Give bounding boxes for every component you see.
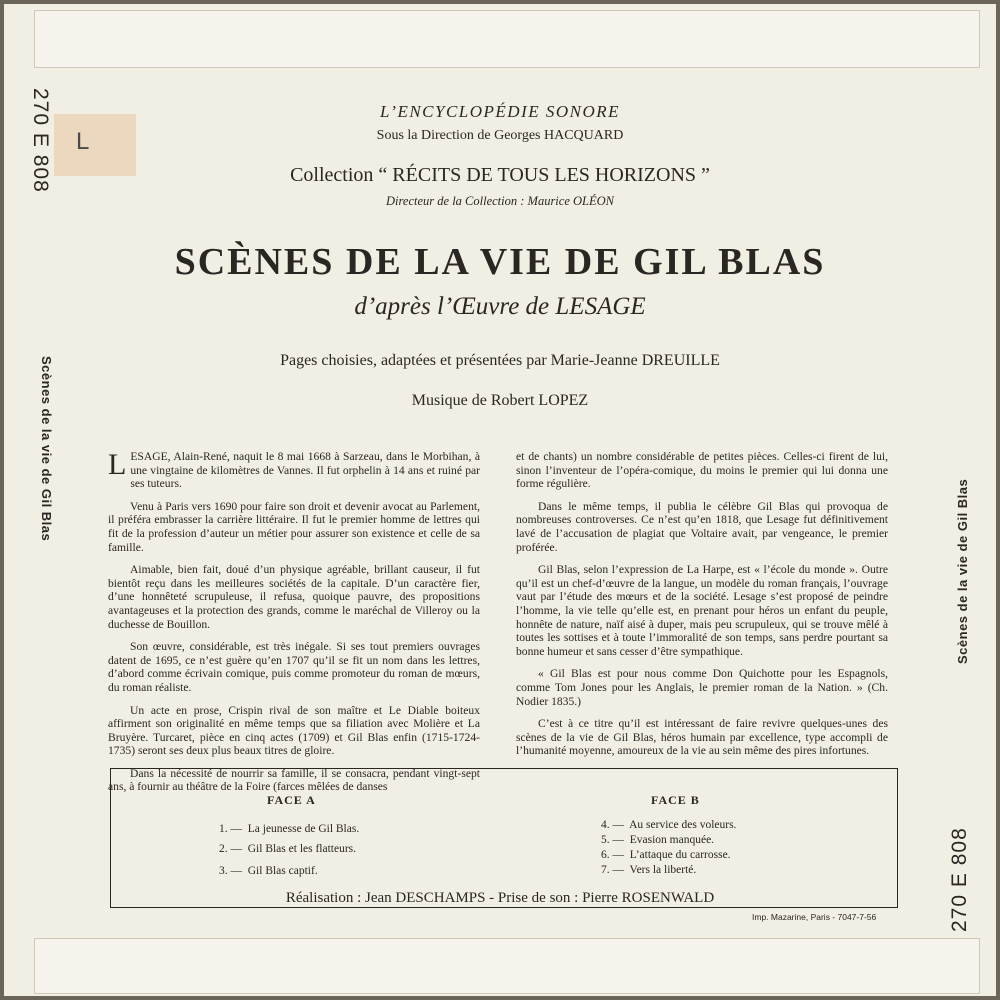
- series-direction: Sous la Direction de Georges HACQUARD: [376, 128, 624, 143]
- track-title: Gil Blas et les flatteurs.: [247, 843, 357, 855]
- production-credits: Réalisation : Jean DESCHAMPS - Prise de son : Pierre ROSENWALD: [285, 890, 715, 906]
- catalog-number-left: 270 E 808: [29, 88, 52, 193]
- series-name: L’ENCYCLOPÉDIE SONORE: [379, 102, 621, 121]
- track-item: [601, 819, 736, 831]
- track-item: [219, 865, 318, 877]
- sticker-letter: L: [76, 128, 90, 155]
- album-subtitle: d’après l’Œuvre de LESAGE: [354, 293, 646, 320]
- paragraph: Son œuvre, considérable, est très inégale. Si ses tout premiers ouvrages datent de 1695, ce n’est guère qu’en 1707 qu’il se fit un nom dans les lettres, d’abord comme écrivain comique, puis comme promoteur du roman de mœurs, du roman réaliste.: [108, 640, 480, 694]
- paragraph: Venu à Paris vers 1690 pour faire son droit et devenir avocat au Parlement, il préféra embrasser la carrière littéraire. Il fut le premier homme de lettres qui fit de la profession d’auteur un métier pour assurer son existence et celle de sa famille.: [108, 499, 480, 554]
- catalog-number-right: 270 E 808: [948, 827, 971, 932]
- spine-title-right: Scènes de la vie de Gil Blas: [955, 478, 970, 664]
- paragraph: et de chants) un nombre considérable de petites pièces. Celles-ci firent de lui, sinon l’inventeur de l’opéra-comique, du moins le premier qui lui donna une forme régulière.: [516, 450, 888, 491]
- track-item: [601, 834, 714, 846]
- track-title: Au service des voleurs.: [629, 819, 737, 831]
- track-number: 3. —: [219, 865, 242, 877]
- track-list-box: [110, 768, 898, 908]
- track-number: 7. —: [601, 864, 624, 876]
- adaptation-credit: Pages choisies, adaptées et présentées par Marie-Jeanne DREUILLE: [280, 352, 720, 369]
- drop-cap: L: [108, 448, 127, 481]
- paragraph: Dans la nécessité de nourrir sa famille, il se consacra, pendant vingt-sept ans, à fournir au théâtre de la Foire (farces mêlées de danses: [108, 766, 480, 794]
- bottom-flap: [34, 938, 980, 994]
- track-item: [219, 843, 356, 855]
- track-number: 6. —: [601, 849, 624, 861]
- paragraph: C’est à ce titre qu’il est intéressant de faire revivre quelques-unes des scènes de la vie de Gil Blas, héros humain par excellence, type accompli de l’humanité moyenne, amoureux de la vie au sein même des pires infortunes.: [516, 717, 888, 758]
- text-column-right: [516, 450, 888, 767]
- paragraph: Dans le même temps, il publia le célèbre Gil Blas qui provoqua de nombreuses controverses. Ce n’est qu’en 1818, que Lesage fut définitivement lavé de l’accusation de plagiat que Voltaire avait, par vengeance, le premier proférée.: [516, 499, 888, 554]
- record-sleeve-back: [4, 4, 996, 996]
- music-credit: Musique de Robert LOPEZ: [411, 392, 589, 409]
- paragraph: LESAGE, Alain-René, naquit le 8 mai 1668 à Sarzeau, dans le Morbihan, à une vingtaine de kilomètres de Vannes. Il fut orphelin à 14 ans et ruiné par ses tuteurs.: [108, 448, 480, 491]
- track-title: La jeunesse de Gil Blas.: [247, 823, 360, 835]
- album-title: SCÈNES DE LA VIE DE GIL BLAS: [174, 241, 826, 283]
- face-b-heading: FACE B: [651, 793, 700, 807]
- track-number: 5. —: [601, 834, 624, 846]
- top-flap: [34, 10, 980, 68]
- paragraph: Gil Blas, selon l’expression de La Harpe, est « l’école du monde ». Outre qu’il est un chef-d’œuvre de la langue, un modèle du roman français, l’ouvrage vaut par l’étude des mœurs et de la société. Lesage s’est proposé de peindre l’homme, la vie telle qu’elle est, en prenant pour héros un enfant du peuple, honnête de nature, naïf aisé à duper, mais peu scrupuleux, qui se trouve mêlé à toutes les sottises et à toute l’immoralité de son temps, sans perdre pourtant sa bonne humeur et sans cesser d’être sympathique.: [516, 563, 888, 658]
- face-a-heading: FACE A: [267, 793, 316, 807]
- track-title: L’attaque du carrosse.: [629, 849, 731, 861]
- paragraph: Aimable, bien fait, doué d’un physique agréable, brillant causeur, il fut bientôt reçu dans les meilleures sociétés de la capitale. D’un caractère fier, d’une honnêteté scrupuleuse, il refusa, quoique pauvre, des propositions avantageuses et la protection des grands, comme le maréchal de Villeroy ou la duchesse de Bouillon.: [108, 563, 480, 631]
- track-item: [219, 823, 359, 835]
- track-title: Evasion manquée.: [629, 834, 715, 846]
- track-title: Vers la liberté.: [629, 864, 697, 876]
- collection-director: Directeur de la Collection : Maurice OLÉON: [386, 194, 614, 208]
- collection-name: Collection “ RÉCITS DE TOUS LES HORIZONS ”: [290, 164, 710, 186]
- track-title: Gil Blas captif.: [247, 865, 318, 877]
- spine-title-left: Scènes de la vie de Gil Blas: [39, 356, 54, 542]
- paragraph: Un acte en prose, Crispin rival de son maître et Le Diable boiteux affirment son originalité en même temps que sa filiation avec Molière et La Bruyère. Turcaret, pièce en cinq actes (1709) et Gil Blas enfin (1715-1724-1735) seront ses deux plus beaux titres de gloire.: [108, 703, 480, 758]
- track-number: 1. —: [219, 823, 242, 835]
- paragraph: « Gil Blas est pour nous comme Don Quichotte pour les Espagnols, comme Tom Jones pour les Anglais, le premier roman de la Nation. » (Ch. Nodier 1835.): [516, 667, 888, 708]
- track-number: 2. —: [219, 843, 242, 855]
- imprint: Imp. Mazarine, Paris - 7047-7-56: [752, 912, 877, 922]
- track-item: [601, 864, 696, 876]
- text-column-left: [108, 450, 480, 803]
- track-item: [601, 849, 731, 861]
- track-number: 4. —: [601, 819, 624, 831]
